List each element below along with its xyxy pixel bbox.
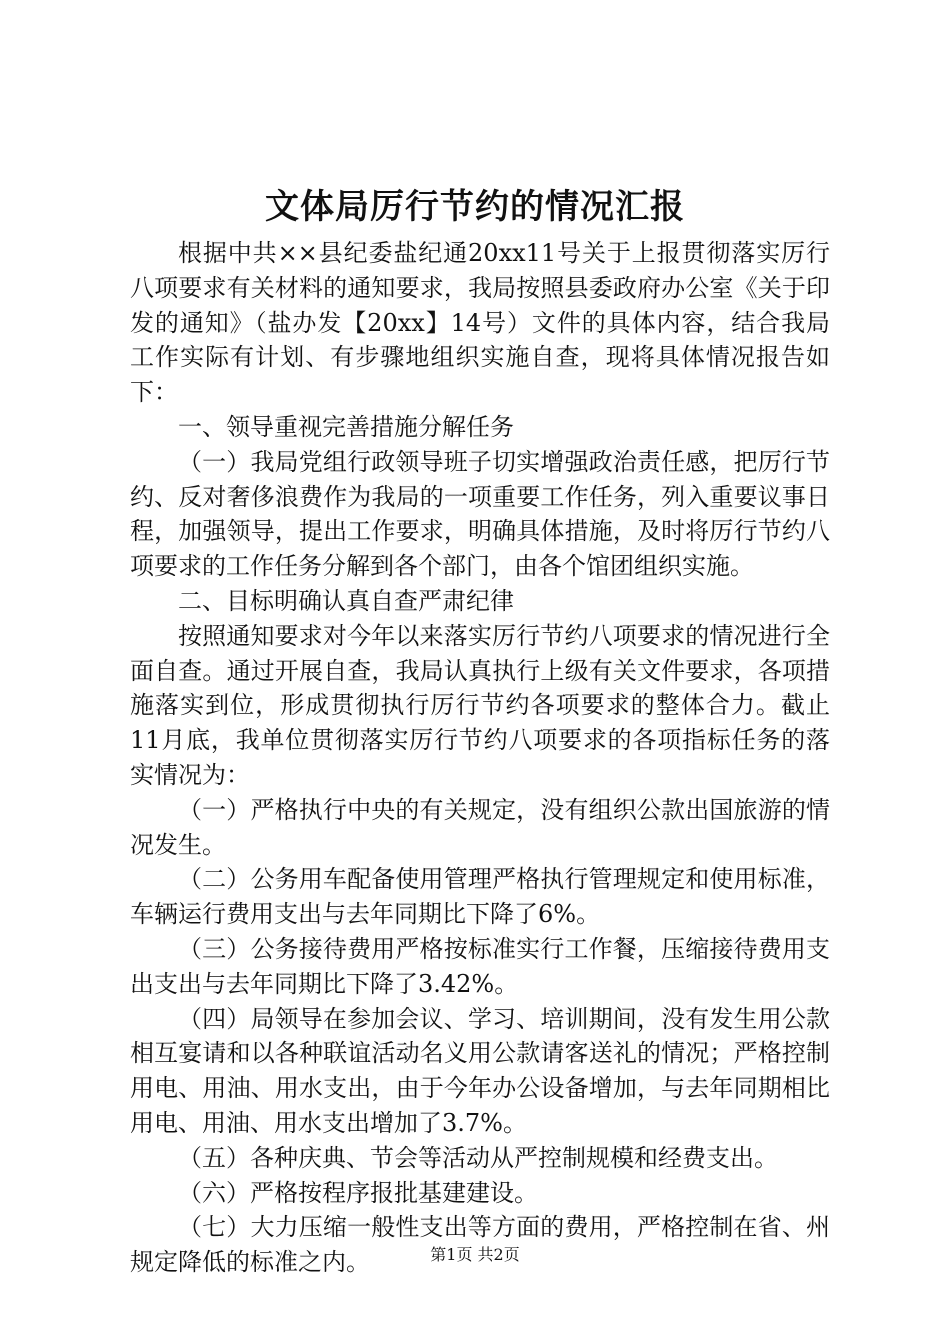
section-2-intro: 按照通知要求对今年以来落实厉行节约八项要求的情况进行全面自查。通过开展自查，我局认真执行上级有关文件要求，各项措施落实到位，形成贯彻执行厉行节约各项要求的整体合力。截止11月底，我单位贯彻落实厉行节约八项要求的各项指标任务的落实情况为： xyxy=(130,621,830,789)
document-title: 文体局厉行节约的情况汇报 xyxy=(265,187,685,227)
section-heading-2: 二、目标明确认真自查严肃纪律 xyxy=(178,586,514,615)
section-1-item-1: （一）我局党组行政领导班子切实增强政治责任感，把厉行节约、反对奢侈浪费作为我局的一项重要工作任务，列入重要议事日程，加强领导，提出工作要求，明确具体措施，及时将厉行节约八项要求的工作任务分解到各个部门，由各个馆团组织实施。 xyxy=(130,447,830,581)
section-2-item-6: （六）严格按程序报批基建建设。 xyxy=(178,1178,538,1207)
section-heading-1: 一、领导重视完善措施分解任务 xyxy=(178,412,514,441)
intro-paragraph: 根据中共××县纪委盐纪通20xx11号关于上报贯彻落实厉行八项要求有关材料的通知要求，我局按照县委政府办公室《关于印发的通知》（盐办发【20xx】14号）文件的具体内容，结合我局工作实际有计划、有步骤地组织实施自查，现将具体情况报告如下： xyxy=(130,239,830,407)
section-2-item-3: （三）公务接待费用严格按标准实行工作餐，压缩接待费用支出支出与去年同期比下降了3.42%。 xyxy=(130,934,830,998)
section-2-item-7: （七）大力压缩一般性支出等方面的费用，严格控制在省、州规定降低的标准之内。 xyxy=(130,1213,830,1277)
section-2-item-4: （四）局领导在参加会议、学习、培训期间，没有发生用公款相互宴请和以各种联谊活动名义用公款请客送礼的情况；严格控制用电、用油、用水支出，由于今年办公设备增加，与去年同期相比用电、用油、用水支出增加了3.7%。 xyxy=(130,1004,830,1137)
section-2-item-2: （二）公务用车配备使用管理严格执行管理规定和使用标准，车辆运行费用支出与去年同期比下降了6%。 xyxy=(130,865,830,929)
document-body xyxy=(130,236,830,1280)
page-number-footer: 第1页 共2页 xyxy=(430,1245,520,1264)
section-2-item-5: （五）各种庆典、节会等活动从严控制规模和经费支出。 xyxy=(178,1143,778,1172)
section-2-item-1: （一）严格执行中央的有关规定，没有组织公款出国旅游的情况发生。 xyxy=(130,795,830,859)
